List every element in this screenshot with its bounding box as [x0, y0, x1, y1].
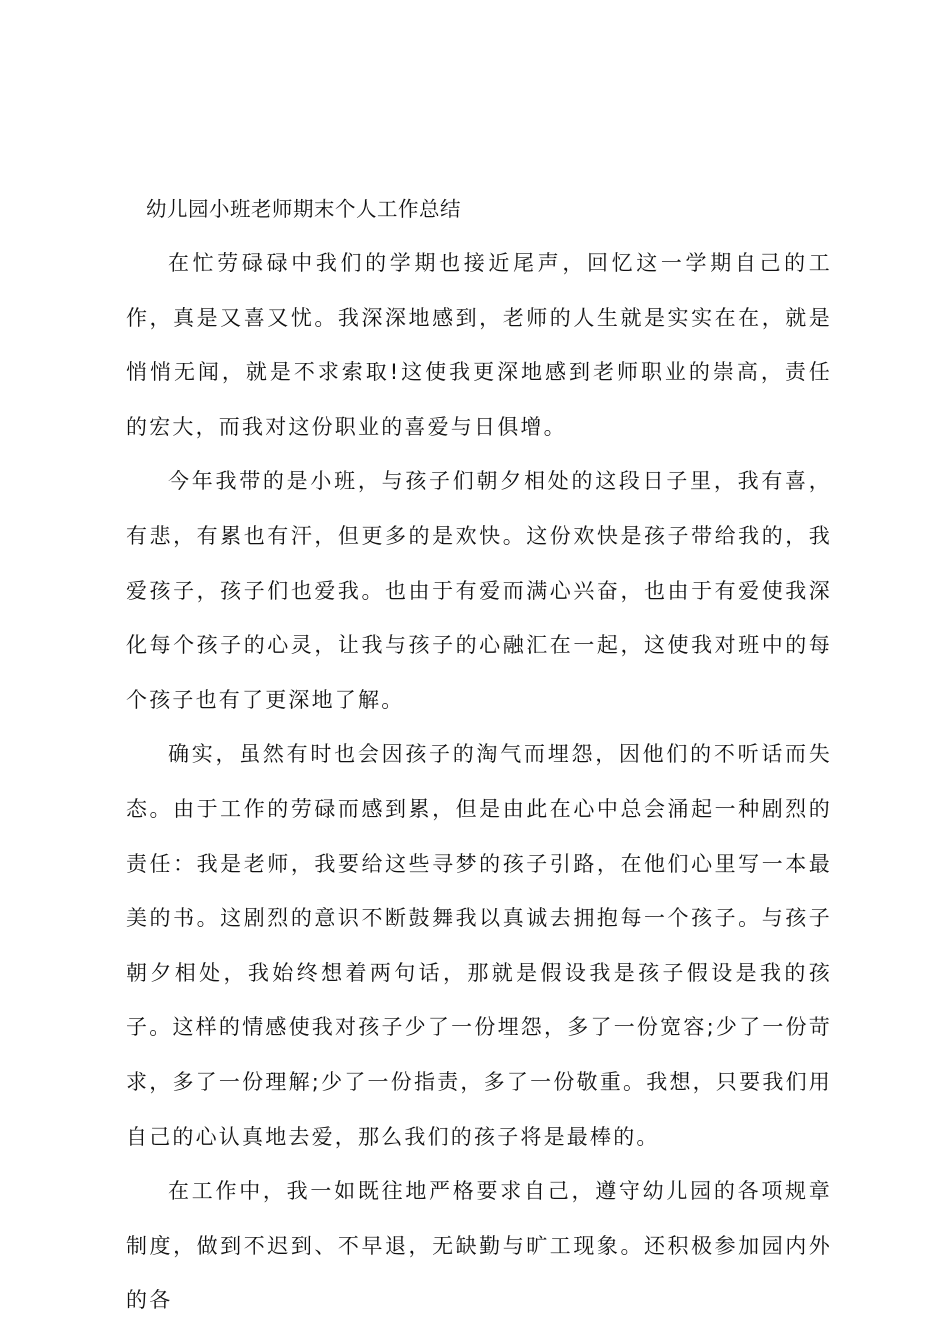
body-paragraph: 今年我带的是小班，与孩子们朝夕相处的这段日子里，我有喜，有悲，有累也有汗，但更多的是欢快。这份欢快是孩子带给我的，我爱孩子，孩子们也爱我。也由于有爱而满心兴奋，也由于有爱使我深化每个孩子的心灵，让我与孩子的心融汇在一起，这使我对班中的每个孩子也有了更深地了解。: [126, 469, 832, 712]
document-title: 幼儿园小班老师期末个人工作总结: [146, 197, 461, 221]
body-paragraph: 确实，虽然有时也会因孩子的淘气而埋怨，因他们的不听话而失态。由于工作的劳碌而感到累，但是由此在心中总会涌起一种剧烈的责任：我是老师，我要给这些寻梦的孩子引路，在他们心里写一本最美的书。这剧烈的意识不断鼓舞我以真诚去拥抱每一个孩子。与孩子朝夕相处，我始终想着两句话，那就是假设我是孩子假设是我的孩子。这样的情感使我对孩子少了一份埋怨，多了一份宽容;少了一份苛求，多了一份理解;少了一份指责，多了一份敬重。我想，只要我们用自己的心认真地去爱，那么我们的孩子将是最棒的。: [126, 742, 832, 1149]
document-body: [126, 236, 832, 1328]
body-paragraph: 在工作中，我一如既往地严格要求自己，遵守幼儿园的各项规章制度，做到不迟到、不早退，无缺勤与旷工现象。还积极参加园内外的各: [126, 1179, 832, 1313]
body-paragraph: 在忙劳碌碌中我们的学期也接近尾声，回忆这一学期自己的工作，真是又喜又忧。我深深地感到，老师的人生就是实实在在，就是悄悄无闻，就是不求索取!这使我更深地感到老师职业的崇高，责任的宏大，而我对这份职业的喜爱与日俱增。: [126, 251, 832, 439]
